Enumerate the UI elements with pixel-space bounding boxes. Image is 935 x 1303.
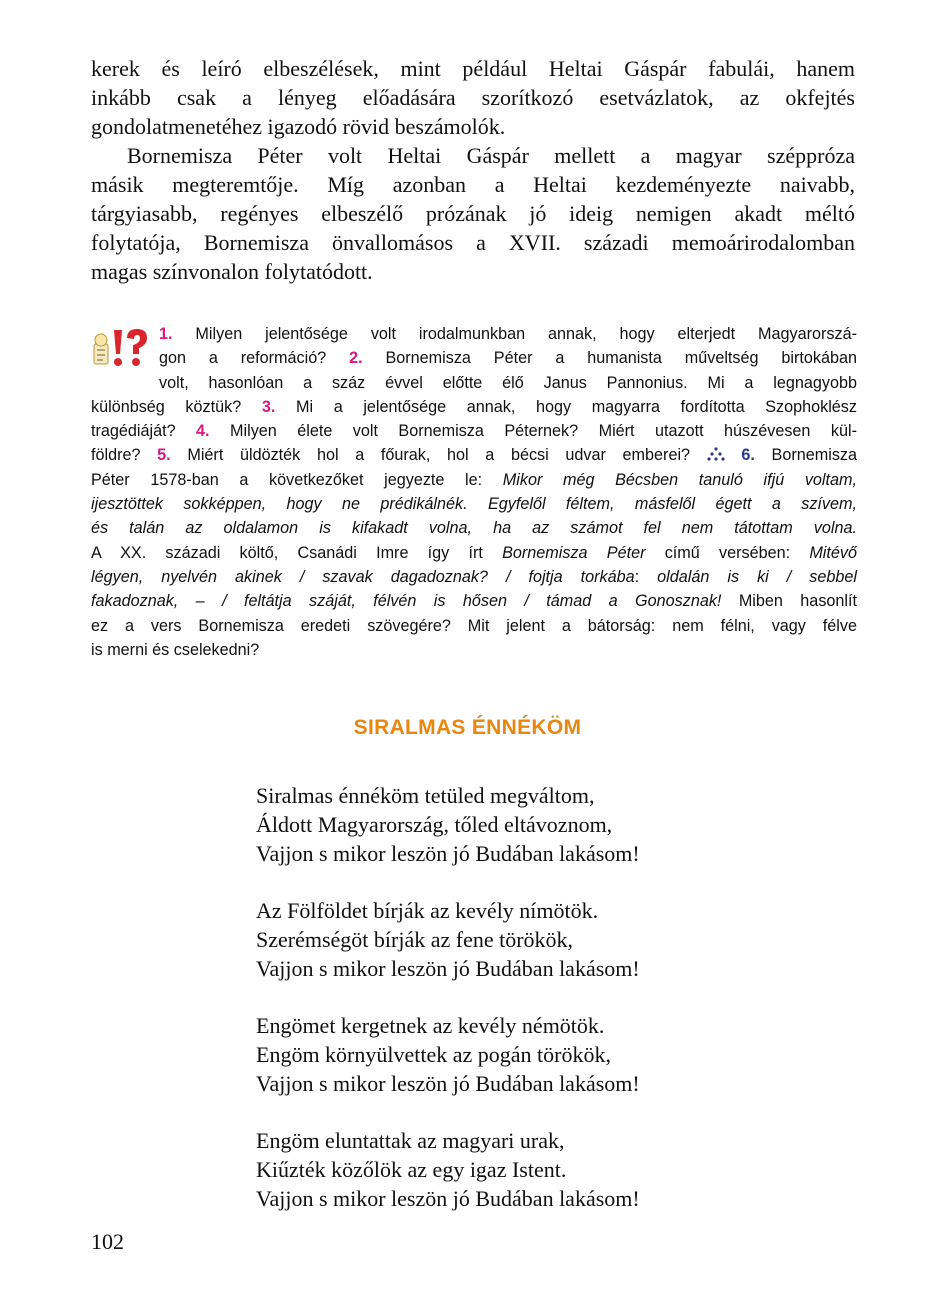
question-text: Miért üldözték hol a főurak, hol a bécsi udvar emberei? [170,446,707,465]
question-text: volt, hasonlóan a száz évvel előtte élő Janus Pannonius. Mi a legnagyobb [159,373,857,392]
quote-text: és talán az oldalamon is kifakadt volna, ha az számot fel nem tátottam volna. [91,519,857,538]
poem-line: Áldott Magyarország, tőled eltávoznom, [256,812,613,837]
question-line [91,589,857,613]
question-line [91,565,857,589]
poem-line: Vajjon s mikor leszön jó Budában lakásom! [256,1071,640,1096]
stars-icon [707,447,725,461]
question-text: Bornemisza [754,446,858,465]
question-line [91,492,857,516]
question-line [91,614,857,638]
text-line: másik megteremtője. Míg azonban a Heltai kezdeményezte naivabb, [91,172,855,197]
question-text: tragédiáját? [91,422,197,441]
question-text: Miben hasonlít [721,592,858,611]
poem-line: Kiűzték közőlök az egy igaz Istent. [256,1157,567,1182]
quote-text: Bornemisza Péter [502,543,646,562]
page-number: 102 [91,1229,124,1254]
question-line [91,395,857,419]
question-text: Mi a jelentősége annak, hogy magyarra fordította Szophoklész [275,397,857,416]
text-line: kerek és leíró elbeszélések, mint például Heltai Gáspár fabulái, hanem [91,56,855,81]
question-number: 3. [261,397,276,416]
question-line [91,443,857,467]
question-text: Milyen élete volt Bornemisza Péternek? Miért utazott húszévesen kül- [209,422,857,441]
text-line: Bornemisza Péter volt Heltai Gáspár mellett a magyar széppróza [127,143,855,168]
text-line: folytatója, Bornemisza önvallomásos a XVII. századi memoárirodalomban [91,230,855,255]
question-line [91,419,857,443]
question-text: földre? [91,446,158,465]
question-number: 6. [724,446,755,465]
poem-line: Engöm eluntattak az magyari urak, [256,1128,565,1153]
poem-stanza [256,1126,640,1213]
question-text: : [634,567,658,586]
quote-text: oldalán is ki / sebbel [657,567,857,586]
paragraph-heltai [91,54,855,141]
question-text: ez a vers Bornemisza eredeti szövegére? Mit jelent a bátorság: nem félni, vagy félve [91,616,857,635]
quote-text: Mitévő [809,543,858,562]
question-block [91,322,857,662]
question-line [91,346,857,370]
poem-line: Engöm környülvettek az pogán törökök, [256,1042,611,1067]
poem-title: SIRALMAS ÉNNÉKÖM [353,716,582,739]
question-line [91,371,857,395]
quote-text: fakadoznak, – / feltátja száját, félvén is hősen / támad a Gonosznak! [91,592,722,611]
question-text: Péter 1578-ban a következőket jegyezte le: [91,470,503,489]
question-text: A XX. századi költő, Csanádi Imre így írt [91,543,503,562]
poem-line: Az Fölföldet bírják az kevély nímötök. [256,898,599,923]
question-text: gon a reformáció? [159,349,350,368]
poem-line: Vajjon s mikor leszön jó Budában lakásom! [256,1186,640,1211]
question-line [91,516,857,540]
question-text: különbség köztük? [91,397,262,416]
question-text: Bornemisza Péter a humanista műveltség birtokában [362,349,857,368]
poem-stanza [256,1011,640,1098]
quote-text: ijesztöttek sokképpen, hogy ne prédikálnék. Egyfelől féltem, másfelől égett a szívem, [91,495,857,514]
poem-line: Vajjon s mikor leszön jó Budában lakásom! [256,841,640,866]
question-line [91,541,857,565]
poem-stanza [256,781,640,868]
question-text: is merni és cselekedni? [91,640,260,659]
poem [256,781,640,1241]
question-text: című versében: [645,543,810,562]
question-number: 1. [159,325,173,343]
question-line [91,638,857,662]
quote-text: légyen, nyelvén akinek / szavak dagadoznak? / fojtja torkába [91,567,635,586]
question-text: Milyen jelentősége volt irodalmunkban annak, hogy elterjedt Magyarorszá- [172,325,857,343]
question-number: 4. [196,422,210,441]
poem-line: Siralmas énnéköm tetüled megváltom, [256,783,595,808]
question-line [91,322,857,346]
poem-line: Engömet kergetnek az kevély némötök. [256,1013,605,1038]
poem-line: Vajjon s mikor leszön jó Budában lakásom! [256,956,640,981]
text-line: inkább csak a lényeg előadására szorítkozó esetvázlatok, az okfejtés [91,85,855,110]
question-number: 2. [349,349,363,368]
text-line: tárgyiasabb, regényes elbeszélő prózának jó ideig nemigen akadt méltó [91,201,855,226]
poem-line: Szerémségöt bírják az fene törökök, [256,927,574,952]
text-line: gondolatmenetéhez igazodó rövid beszámolók. [91,114,506,139]
quote-text: Mikor még Bécsben tanuló ifjú voltam, [502,470,858,489]
paragraph-bornemisza [91,141,855,286]
question-line [91,468,857,492]
poem-stanza [256,896,640,983]
text-line: magas színvonalon folytatódott. [91,259,373,284]
question-number: 5. [157,446,171,465]
